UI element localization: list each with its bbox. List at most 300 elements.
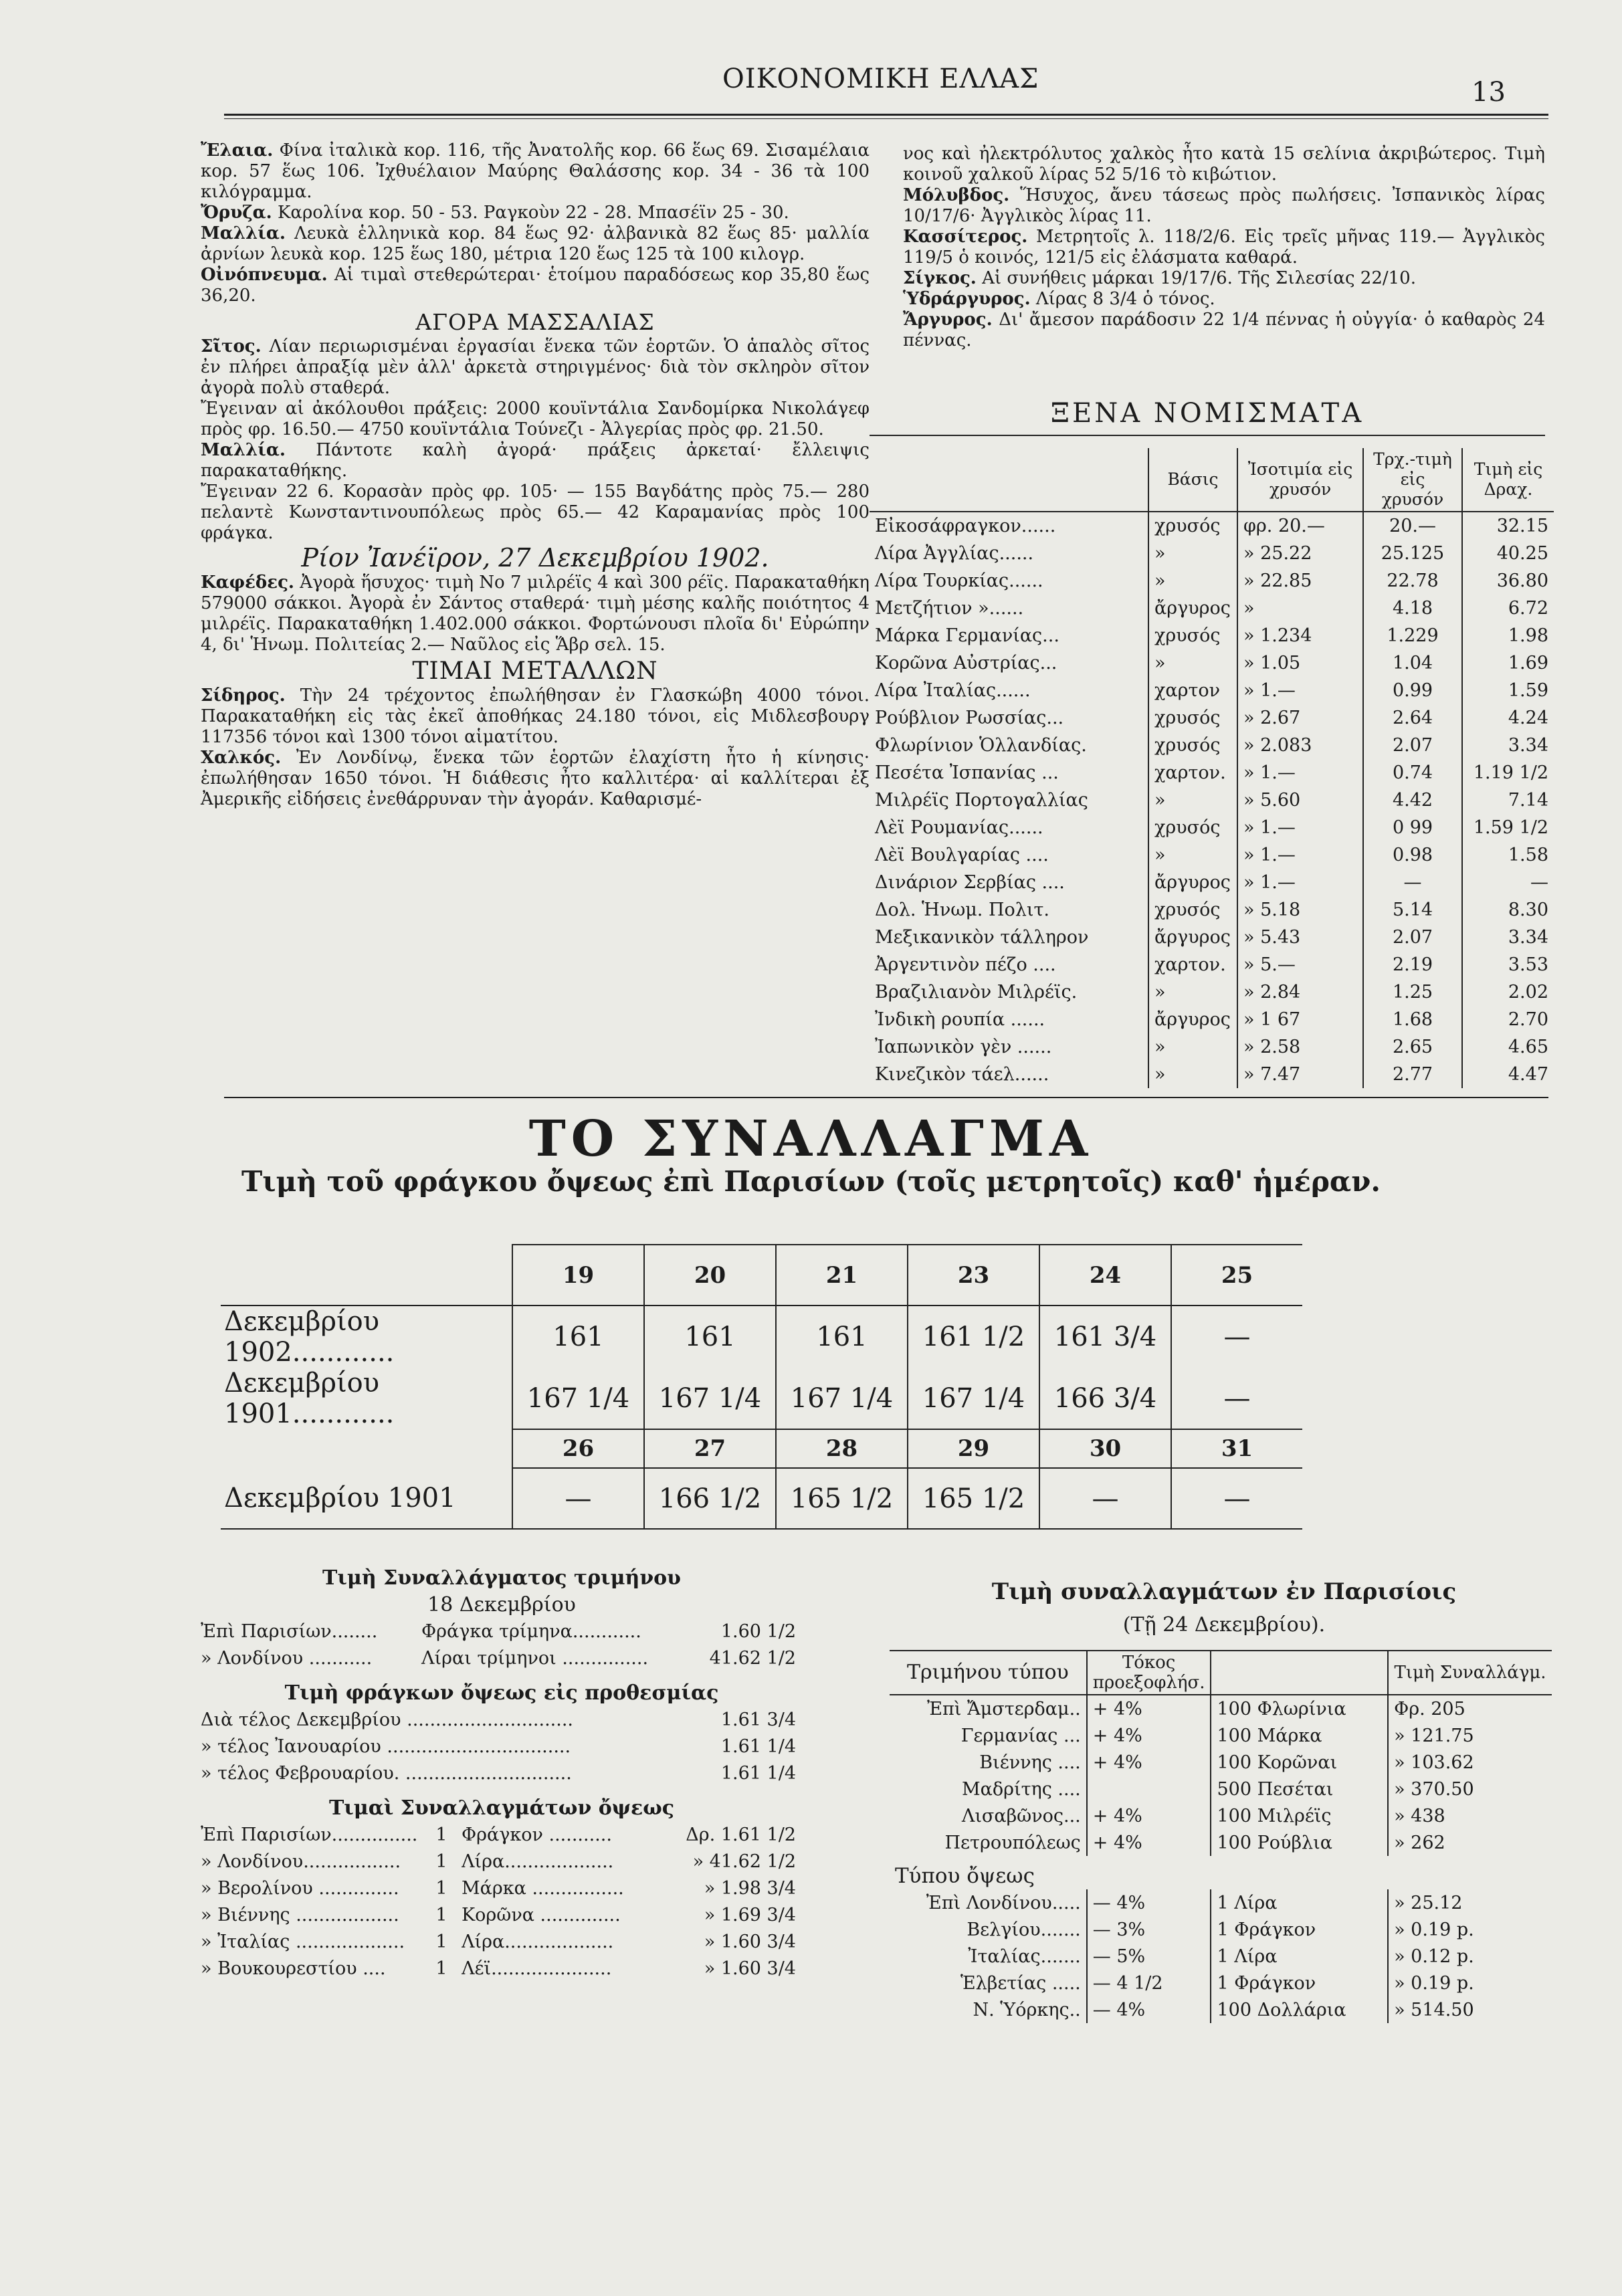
exchange-value: » 121.75 bbox=[1388, 1722, 1552, 1749]
exchange-value: » 0.12 p. bbox=[1388, 1943, 1552, 1970]
paragraph-mercury bbox=[903, 289, 1545, 310]
foreign-row bbox=[870, 732, 1554, 759]
exchange-cell: 167 1/4 bbox=[512, 1368, 644, 1429]
currency-value: » 2.58 bbox=[1237, 1033, 1363, 1061]
paragraph-coffee bbox=[201, 572, 870, 655]
exchange-row-1902 bbox=[221, 1306, 1302, 1368]
exchange-unit: Λίραι τρίμηνοι ............... bbox=[421, 1648, 649, 1669]
paragraph-text: Ἐν Λονδίνῳ, ἕνεκα τῶν ἑορτῶν ἐλαχίστη ἦτο ἡ κίνησις· ἐπωλήθησαν 1650 τόνοι. Ἡ διάθεσις ἦτο καλλιτέρα· αἱ καλλίτεραι ἐξ Ἀμερικῆς εἰδήσεις ἐνεθάρρυναν τὴν ἀγοράν. Καθαρισμέ- bbox=[201, 748, 870, 809]
exchange-rate: 41.62 1/2 bbox=[709, 1648, 796, 1669]
currency-value: χρυσός bbox=[1148, 732, 1237, 759]
exchange-value: — 4% bbox=[1087, 1996, 1211, 2023]
currency-name: Μάρκα Γερμανίας... bbox=[875, 625, 1059, 646]
paragraph-oil bbox=[201, 140, 870, 203]
currency-value: 40.25 bbox=[1462, 540, 1554, 567]
section-heading-metals: ΤΙΜΑΙ ΜΕΤΑΛΛΩΝ bbox=[412, 657, 658, 685]
exchange-day: 28 bbox=[776, 1429, 908, 1468]
currency-name: Λίρα Ἀγγλίας...... bbox=[875, 543, 1034, 564]
currency-name: Κορῶνα Αὐστρίας... bbox=[875, 653, 1057, 673]
currency-name: Εἰκοσάφραγκον...... bbox=[875, 516, 1056, 536]
foreign-header: Ἰσοτιμία εἰς χρυσόν bbox=[1237, 448, 1363, 512]
foreign-row bbox=[870, 1006, 1554, 1033]
paris-exchange-table bbox=[890, 1650, 1552, 2023]
paragraph-text: Λίαν περιωρισμέναι ἐργασίαι ἕνεκα τῶν ἑορτῶν. Ὁ ἁπαλὸς σῖτος ἐν πλήρει ἀπραξίᾳ μὲν ἀλλ' ἀρκετὰ στηριγμένος· διὰ τὸν σκληρὸν σῖτον ἀγορὰ πολὺ σταθερά. bbox=[201, 336, 870, 398]
paris-exchange-header: Τριμήνου τύπου bbox=[906, 1661, 1069, 1684]
exchange-cell: — bbox=[1039, 1468, 1171, 1529]
sight-unit: Λέϊ..................... bbox=[462, 1958, 612, 1979]
paragraph-head: Χαλκός. bbox=[201, 748, 282, 768]
exchange-value: Φρ. 205 bbox=[1388, 1695, 1552, 1722]
currency-value: 25.125 bbox=[1363, 540, 1462, 567]
currency-value: χρυσός bbox=[1148, 896, 1237, 924]
page-number: 13 bbox=[1472, 77, 1506, 108]
sight-exchange-row bbox=[201, 1875, 803, 1902]
exchange-daily-table bbox=[221, 1244, 1302, 1530]
term-exchange-list bbox=[201, 1707, 803, 1787]
currency-name: Λίρα Τουρκίας...... bbox=[875, 570, 1043, 591]
exchange-day: 24 bbox=[1039, 1245, 1171, 1306]
term-exchange-title: Τιμὴ φράγκων ὄψεως εἰς προθεσμίας bbox=[284, 1681, 719, 1705]
paris-exchange-row bbox=[890, 1802, 1552, 1829]
exchange-day: 29 bbox=[908, 1429, 1039, 1468]
currency-value: 2.77 bbox=[1363, 1061, 1462, 1088]
exchange-value: » 0.19 p. bbox=[1388, 1916, 1552, 1943]
paragraph-text: Μετρητοῖς λ. 118/2/6. Εἰς τρεῖς μῆνας 119.— Ἀγγλικὸς 119/5 ὁ κοινός, 121/5 εἰς ἐλάσματα καθαρά. bbox=[903, 227, 1545, 268]
exchange-cell: 166 1/2 bbox=[644, 1468, 776, 1529]
exchange-value: » 370.50 bbox=[1388, 1776, 1552, 1802]
currency-value: 8.30 bbox=[1462, 896, 1554, 924]
currency-name: Μετζήτιον »...... bbox=[875, 598, 1024, 619]
paragraph-head: Ἔλαια. bbox=[201, 140, 274, 161]
sight-place: » Ἰταλίας ................... bbox=[201, 1932, 405, 1952]
paragraph-tin bbox=[903, 227, 1545, 268]
exchange-city: Ν. Ὑόρκης.. bbox=[973, 1999, 1081, 2020]
currency-value: » bbox=[1148, 978, 1237, 1006]
exchange-cell: — bbox=[1171, 1368, 1302, 1429]
currency-value: ἄργυρος bbox=[1148, 1006, 1237, 1033]
quarterly-exchange-title: Τιμὴ Συναλλάγματος τριμήνου bbox=[322, 1566, 681, 1590]
currency-value: 0 99 bbox=[1363, 814, 1462, 841]
exchange-day: 21 bbox=[776, 1245, 908, 1306]
sight-place: » Λονδίνου................. bbox=[201, 1851, 401, 1872]
header-rule-thin bbox=[224, 118, 1548, 119]
header-rule bbox=[224, 114, 1548, 116]
currency-value: 1.229 bbox=[1363, 622, 1462, 649]
paragraph-zinc bbox=[903, 268, 1545, 289]
currency-value: χαρτον. bbox=[1148, 951, 1237, 978]
foreign-currency-table bbox=[870, 448, 1554, 1088]
paragraph-text: Καρολίνα κορ. 50 - 53. Ραγκοὺν 22 - 28. Μπασέϊν 25 - 30. bbox=[277, 203, 789, 223]
sight-unit: Μάρκα ................ bbox=[462, 1878, 624, 1899]
paris-exchange-row bbox=[890, 1970, 1552, 1996]
exchange-value: 100 Ρούβλια bbox=[1211, 1829, 1388, 1856]
term-exchange-row bbox=[201, 1734, 803, 1760]
paris-exchange-row bbox=[890, 1722, 1552, 1749]
paragraph-text: Λευκὰ ἑλληνικὰ κορ. 84 ἕως 92· ἀλβανικὰ 82 ἕως 85· μαλλία ἀρνίων λευκὰ κορ. 125 ἕως 180, μέτρια 120 ἕως 125 τὰ 100 κιλογρ. bbox=[201, 223, 870, 264]
exchange-value: + 4% bbox=[1087, 1722, 1211, 1749]
currency-value: χαρτον bbox=[1148, 677, 1237, 704]
term-rate: 1.61 1/4 bbox=[720, 1763, 796, 1784]
currency-value: 2.02 bbox=[1462, 978, 1554, 1006]
lower-left-section bbox=[201, 1565, 803, 1982]
exchange-value: » 25.12 bbox=[1388, 1889, 1552, 1916]
currency-value: 36.80 bbox=[1462, 567, 1554, 595]
paragraph-text: Αἱ συνήθεις μάρκαι 19/17/6. Τῆς Σιλεσίας 22/10. bbox=[982, 268, 1416, 288]
foreign-header-row bbox=[870, 448, 1554, 512]
exchange-value: — 5% bbox=[1087, 1943, 1211, 1970]
foreign-row bbox=[870, 1061, 1554, 1088]
sight-type-label: Τύπου ὄψεως bbox=[895, 1864, 1035, 1888]
currency-value: 4.18 bbox=[1363, 595, 1462, 622]
exchange-cell: — bbox=[512, 1468, 644, 1529]
sight-qty: 1 bbox=[435, 1878, 447, 1899]
foreign-row bbox=[870, 595, 1554, 622]
paragraph-head: Ὑδράργυρος. bbox=[903, 289, 1031, 309]
paragraph-rice bbox=[201, 203, 870, 223]
currency-value: » 1.— bbox=[1237, 759, 1363, 787]
paragraph-lead bbox=[903, 185, 1545, 227]
currency-value: » 1.— bbox=[1237, 677, 1363, 704]
exchange-subtitle: Τιμὴ τοῦ φράγκου ὄψεως ἐπὶ Παρισίων (τοῖς μετρητοῖς) καθ' ἡμέραν. bbox=[241, 1165, 1381, 1198]
paragraph-text: Πάντοτε καλὴ ἀγορά· πράξεις ἀρκεταί· ἔλλειψις παρακαταθήκης. bbox=[201, 440, 870, 481]
currency-value: 6.72 bbox=[1462, 595, 1554, 622]
paragraph-head: Ἄργυρος. bbox=[903, 310, 993, 330]
sight-unit: Φράγκον ........... bbox=[462, 1824, 612, 1845]
paris-exchange-title: Τιμὴ συναλλαγμάτων ἐν Παρισίοις bbox=[991, 1578, 1457, 1605]
quarterly-exchange-date: 18 Δεκεμβρίου bbox=[427, 1593, 576, 1616]
exchange-value bbox=[1087, 1776, 1211, 1802]
exchange-cell: 167 1/4 bbox=[776, 1368, 908, 1429]
exchange-day: 31 bbox=[1171, 1429, 1302, 1468]
paris-exchange-row bbox=[890, 1916, 1552, 1943]
currency-value: » 25.22 bbox=[1237, 540, 1363, 567]
exchange-cell: 165 1/2 bbox=[908, 1468, 1039, 1529]
foreign-row bbox=[870, 649, 1554, 677]
section-heading-marseille: ΑΓΟΡΑ ΜΑΣΣΑΛΙΑΣ bbox=[415, 309, 655, 335]
paris-exchange-row bbox=[890, 1749, 1552, 1776]
exchange-day: 23 bbox=[908, 1245, 1039, 1306]
paragraph-iron bbox=[201, 686, 870, 748]
foreign-currency-title: ΞΕΝΑ ΝΟΜΙΣΜΑΤΑ bbox=[1050, 398, 1364, 429]
currency-value: » 22.85 bbox=[1237, 567, 1363, 595]
currency-name: Βραζιλιανὸν Μιλρέϊς. bbox=[875, 982, 1078, 1003]
currency-value: » bbox=[1148, 540, 1237, 567]
term-rate: 1.61 1/4 bbox=[720, 1736, 796, 1757]
currency-value: 2.65 bbox=[1363, 1033, 1462, 1061]
exchange-days-blank bbox=[221, 1429, 512, 1468]
paragraph-head: Μαλλία. bbox=[201, 223, 286, 243]
exchange-city: Λισαβῶνος... bbox=[961, 1805, 1081, 1827]
currency-value: 3.34 bbox=[1462, 924, 1554, 951]
paris-exchange-date: (Τῇ 24 Δεκεμβρίου). bbox=[1122, 1613, 1326, 1637]
currency-value: 7.14 bbox=[1462, 787, 1554, 814]
currency-value: 1.59 1/2 bbox=[1462, 814, 1554, 841]
paragraph-text: Ἥσυχος, ἄνευ τάσεως πρὸς πωλήσεις. Ἰσπανικὸς λίρας 10/17/6· Ἀγγλικὸς λίρας 11. bbox=[903, 185, 1545, 226]
currency-value: » 5.18 bbox=[1237, 896, 1363, 924]
exchange-place: Ἐπὶ Παρισίων........ bbox=[201, 1621, 378, 1642]
currency-name: Μεξικανικὸν τάλληρον bbox=[875, 927, 1089, 948]
sight-exchange-title: Τιμαὶ Συναλλαγμάτων ὄψεως bbox=[328, 1796, 675, 1820]
paragraph-silver bbox=[903, 310, 1545, 351]
sight-exchange-row bbox=[201, 1902, 803, 1929]
exchange-city: Ἑλβετίας ..... bbox=[960, 1972, 1081, 1994]
exchange-days-blank bbox=[221, 1245, 512, 1306]
paris-exchange-header: Τιμὴ Συναλλάγμ. bbox=[1388, 1651, 1552, 1695]
currency-value: 2.70 bbox=[1462, 1006, 1554, 1033]
foreign-row bbox=[870, 924, 1554, 951]
currency-value: 2.07 bbox=[1363, 732, 1462, 759]
currency-name: Κινεζικὸν τάελ...... bbox=[875, 1064, 1049, 1085]
sight-unit: Λίρα................... bbox=[462, 1851, 614, 1872]
sight-unit: Κορῶνα .............. bbox=[462, 1905, 621, 1925]
currency-name: Ἰνδικὴ ρουπία ...... bbox=[875, 1009, 1045, 1030]
paris-exchange-row bbox=[890, 1695, 1552, 1722]
exchange-city: Πετρουπόλεως bbox=[944, 1832, 1081, 1853]
currency-value: 4.42 bbox=[1363, 787, 1462, 814]
paragraph-text: Αἱ τιμαὶ στεθερώτεραι· ἑτοίμου παραδόσεως κορ 35,80 ἕως 36,20. bbox=[201, 265, 870, 306]
currency-name: Φλωρίνιον Ὁλλανδίας. bbox=[875, 735, 1087, 756]
term-rate: 1.61 3/4 bbox=[720, 1709, 796, 1730]
foreign-row bbox=[870, 951, 1554, 978]
currency-value: » 5.43 bbox=[1237, 924, 1363, 951]
paragraph-wheat bbox=[201, 336, 870, 399]
currency-value: » 1.— bbox=[1237, 814, 1363, 841]
exchange-day: 30 bbox=[1039, 1429, 1171, 1468]
paragraph-spirits bbox=[201, 265, 870, 306]
paris-exchange-row bbox=[890, 1776, 1552, 1802]
currency-value: 2.19 bbox=[1363, 951, 1462, 978]
page-header-title: ΟΙΚΟΝΟΜΙΚΗ ΕΛΛΑΣ bbox=[722, 64, 1039, 94]
currency-value: » 1.05 bbox=[1237, 649, 1363, 677]
currency-value: 1.04 bbox=[1363, 649, 1462, 677]
sight-exchange-row bbox=[201, 1849, 803, 1875]
currency-value: 32.15 bbox=[1462, 512, 1554, 540]
exchange-value: 100 Φλωρίνια bbox=[1211, 1695, 1388, 1722]
exchange-value: 100 Κορῶναι bbox=[1211, 1749, 1388, 1776]
sight-rate: Δρ. 1.61 1/2 bbox=[686, 1824, 796, 1845]
paragraph-head: Ὄρυζα. bbox=[201, 203, 272, 223]
paris-exchange-header bbox=[1211, 1651, 1388, 1695]
exchange-value: — 4% bbox=[1087, 1889, 1211, 1916]
exchange-cell: 161 bbox=[776, 1306, 908, 1368]
term-exchange-row bbox=[201, 1707, 803, 1734]
sight-exchange-row bbox=[201, 1929, 803, 1956]
exchange-day: 27 bbox=[644, 1429, 776, 1468]
sight-rate: » 41.62 1/2 bbox=[692, 1851, 796, 1872]
exchange-value: » 103.62 bbox=[1388, 1749, 1552, 1776]
currency-value: 0.99 bbox=[1363, 677, 1462, 704]
foreign-row bbox=[870, 622, 1554, 649]
foreign-row bbox=[870, 841, 1554, 869]
currency-value: » bbox=[1148, 841, 1237, 869]
exchange-value: » 262 bbox=[1388, 1829, 1552, 1856]
currency-name: Λίρα Ἰταλίας...... bbox=[875, 680, 1031, 701]
foreign-header-blank bbox=[870, 448, 1148, 512]
quarterly-exchange-row bbox=[201, 1619, 803, 1645]
currency-value: χρυσός bbox=[1148, 622, 1237, 649]
exchange-row-label: Δεκεμβρίου 1902............ bbox=[224, 1306, 395, 1368]
currency-value: 22.78 bbox=[1363, 567, 1462, 595]
currency-value: » bbox=[1148, 787, 1237, 814]
currency-value: » 1.234 bbox=[1237, 622, 1363, 649]
exchange-row-label: Δεκεμβρίου 1901 bbox=[221, 1468, 512, 1529]
sight-qty: 1 bbox=[435, 1824, 447, 1845]
currency-name: Ρούβλιον Ρωσσίας... bbox=[875, 708, 1064, 728]
sight-exchange-list bbox=[201, 1822, 803, 1982]
exchange-cell: 167 1/4 bbox=[644, 1368, 776, 1429]
term-label: Διὰ τέλος Δεκεμβρίου ............................. bbox=[201, 1709, 574, 1730]
currency-value: 3.53 bbox=[1462, 951, 1554, 978]
currency-value: 2.64 bbox=[1363, 704, 1462, 732]
foreign-row bbox=[870, 978, 1554, 1006]
currency-value: » bbox=[1148, 1033, 1237, 1061]
currency-value: 5.14 bbox=[1363, 896, 1462, 924]
currency-value: » 1.— bbox=[1237, 841, 1363, 869]
exchange-day: 19 bbox=[512, 1245, 644, 1306]
currency-value: » 2.84 bbox=[1237, 978, 1363, 1006]
foreign-row bbox=[870, 787, 1554, 814]
currency-value: » bbox=[1148, 567, 1237, 595]
paragraph-text: Φίνα ἰταλικὰ κορ. 116, τῆς Ἀνατολῆς κορ. 66 ἕως 69. Σισαμέλαια κορ. 57 ἕως 106. Ἰχθυέλαιον Μαύρης Θαλάσσης κορ. 34 - 36 τὰ 100 κιλόγραμμα. bbox=[201, 140, 870, 202]
paragraph-wool bbox=[201, 223, 870, 265]
exchange-cell: 161 3/4 bbox=[1039, 1306, 1171, 1368]
currency-name: Λὲϊ Βουλγαρίας .... bbox=[875, 845, 1049, 865]
exchange-cell: 167 1/4 bbox=[908, 1368, 1039, 1429]
exchange-value: 100 Μάρκα bbox=[1211, 1722, 1388, 1749]
currency-value: φρ. 20.— bbox=[1237, 512, 1363, 540]
exchange-city: Ἐπὶ Ἄμστερδαμ.. bbox=[927, 1698, 1081, 1719]
currency-value: χρυσός bbox=[1148, 704, 1237, 732]
currency-value: χρυσός bbox=[1148, 814, 1237, 841]
sight-place: Ἐπὶ Παρισίων............... bbox=[201, 1824, 418, 1845]
exchange-day: 26 bbox=[512, 1429, 644, 1468]
sight-rate: » 1.69 3/4 bbox=[704, 1905, 796, 1925]
paragraph-text: Δι' ἄμεσον παράδοσιν 22 1/4 πέννας ἡ οὐγγία· ὁ καθαρὸς 24 πέννας. bbox=[903, 310, 1546, 350]
sight-exchange-row bbox=[201, 1956, 803, 1982]
foreign-row bbox=[870, 869, 1554, 896]
exchange-unit: Φράγκα τρίμηνα............ bbox=[421, 1621, 641, 1642]
exchange-days-row-2 bbox=[221, 1429, 1302, 1468]
foreign-row bbox=[870, 896, 1554, 924]
exchange-cell: 161 1/2 bbox=[908, 1306, 1039, 1368]
currency-value: 4.24 bbox=[1462, 704, 1554, 732]
exchange-cell: — bbox=[1171, 1306, 1302, 1368]
paragraph-head: Σίγκος. bbox=[903, 268, 977, 288]
exchange-value: 500 Πεσέται bbox=[1211, 1776, 1388, 1802]
foreign-row bbox=[870, 704, 1554, 732]
sight-rate: » 1.60 3/4 bbox=[704, 1958, 796, 1979]
exchange-row-1901-b bbox=[221, 1468, 1302, 1529]
exchange-value: 1 Φράγκον bbox=[1211, 1970, 1388, 1996]
paragraph-head: Μαλλία. bbox=[201, 440, 286, 460]
currency-value: » bbox=[1148, 649, 1237, 677]
currency-value: » 5.60 bbox=[1237, 787, 1363, 814]
currency-name: Λὲϊ Ρουμανίας...... bbox=[875, 817, 1043, 838]
exchange-day: 25 bbox=[1171, 1245, 1302, 1306]
paragraph-head: Κασσίτερος. bbox=[903, 227, 1028, 247]
currency-value: » 5.— bbox=[1237, 951, 1363, 978]
currency-value: χαρτον. bbox=[1148, 759, 1237, 787]
sight-rate: » 1.98 3/4 bbox=[704, 1878, 796, 1899]
currency-value: » 1.— bbox=[1237, 869, 1363, 896]
exchange-city: Ἰταλίας....... bbox=[968, 1946, 1081, 1967]
currency-value: 3.34 bbox=[1462, 732, 1554, 759]
paragraph-copper-cont: νος καὶ ἠλεκτρόλυτος χαλκὸς ἦτο κατὰ 15 σελίνια ἀκριβώτερος. Τιμὴ κοινοῦ χαλκοῦ λίρας 52 5/16 τὸ κιβώτιον. bbox=[903, 144, 1545, 185]
exchange-value: 1 Λίρα bbox=[1211, 1889, 1388, 1916]
currency-value: 1.19 1/2 bbox=[1462, 759, 1554, 787]
right-column bbox=[903, 144, 1545, 351]
left-column bbox=[201, 140, 870, 810]
foreign-row bbox=[870, 512, 1554, 540]
term-label: » τέλος Ἰανουαρίου ................................ bbox=[201, 1736, 571, 1757]
exchange-value: 1 Λίρα bbox=[1211, 1943, 1388, 1970]
sight-qty: 1 bbox=[435, 1851, 447, 1872]
currency-value: 0.74 bbox=[1363, 759, 1462, 787]
sight-exchange-row bbox=[201, 1822, 803, 1849]
paragraph-text: Τὴν 24 τρέχοντος ἐπωλήθησαν ἐν Γλασκώβη 4000 τόνοι. Παρακαταθήκη εἰς τὰς ἐκεῖ ἀποθήκας 24.180 τόνοι, εἰς Μιδλεσβουργ 117356 τόνοι καὶ 1300 τόνοι αἱματίτου. bbox=[201, 686, 870, 747]
foreign-header: Βάσις bbox=[1148, 448, 1237, 512]
exchange-top-rule bbox=[224, 1097, 1548, 1098]
currency-value: 1.68 bbox=[1363, 1006, 1462, 1033]
sight-place: » Βιέννης .................. bbox=[201, 1905, 399, 1925]
currency-value: 1.69 bbox=[1462, 649, 1554, 677]
foreign-header: Τιμὴ εἰς Δραχ. bbox=[1462, 448, 1554, 512]
exchange-cell: 165 1/2 bbox=[776, 1468, 908, 1529]
paragraph-copper bbox=[201, 748, 870, 810]
currency-value: χρυσός bbox=[1148, 512, 1237, 540]
currency-value: 0.98 bbox=[1363, 841, 1462, 869]
exchange-city: Βιέννης .... bbox=[979, 1752, 1081, 1773]
dateline-rio: Ρίον Ἰανέϊρον, 27 Δεκεμβρίου 1902. bbox=[301, 543, 769, 572]
lower-right-section bbox=[890, 1578, 1558, 2023]
exchange-day: 20 bbox=[644, 1245, 776, 1306]
paris-exchange-row bbox=[890, 1943, 1552, 1970]
paragraph-wool-deals: Ἔγειναν 22 6. Κορασὰν πρὸς φρ. 105· — 155 Βαγδάτης πρὸς 75.— 280 πελαντὲ Κωνσταντινουπόλεως πρὸς 65.— 42 Καραμανίας πρὸς 100 φράγκα. bbox=[201, 482, 870, 543]
exchange-city: Μαδρίτης .... bbox=[962, 1778, 1081, 1800]
foreign-row bbox=[870, 814, 1554, 841]
paris-exchange-row bbox=[890, 1889, 1552, 1916]
paragraph-text: Λίρας 8 3/4 ὁ τόνος. bbox=[1035, 289, 1215, 309]
currency-name: Ἰαπωνικὸν γὲν ...... bbox=[875, 1037, 1052, 1057]
foreign-title-rule bbox=[870, 435, 1545, 436]
quarterly-exchange-list bbox=[201, 1619, 803, 1672]
currency-value: ἄργυρος bbox=[1148, 869, 1237, 896]
currency-value: 1.25 bbox=[1363, 978, 1462, 1006]
paragraph-wool-marseille bbox=[201, 440, 870, 482]
sight-qty: 1 bbox=[435, 1905, 447, 1925]
paragraph-head: Μόλυβδος. bbox=[903, 185, 1010, 205]
paris-exchange-header: Τόκος προεξοφλήσ. bbox=[1087, 1651, 1211, 1695]
exchange-value: » 514.50 bbox=[1388, 1996, 1552, 2023]
sight-place: » Βερολίνου .............. bbox=[201, 1878, 399, 1899]
foreign-row bbox=[870, 677, 1554, 704]
currency-value: » 2.083 bbox=[1237, 732, 1363, 759]
sight-unit: Λίρα................... bbox=[462, 1932, 614, 1952]
currency-value: 4.47 bbox=[1462, 1061, 1554, 1088]
exchange-value: 1 Φράγκον bbox=[1211, 1916, 1388, 1943]
exchange-value: + 4% bbox=[1087, 1802, 1211, 1829]
currency-name: Δινάριον Σερβίας .... bbox=[875, 872, 1065, 893]
currency-value: 1.58 bbox=[1462, 841, 1554, 869]
foreign-row bbox=[870, 1033, 1554, 1061]
currency-value: ἄργυρος bbox=[1148, 924, 1237, 951]
exchange-value: » 0.19 p. bbox=[1388, 1970, 1552, 1996]
foreign-row bbox=[870, 567, 1554, 595]
currency-name: Πεσέτα Ἰσπανίας ... bbox=[875, 762, 1059, 783]
currency-value: ἄργυρος bbox=[1148, 595, 1237, 622]
currency-value: » bbox=[1237, 595, 1363, 622]
currency-value: » 1 67 bbox=[1237, 1006, 1363, 1033]
